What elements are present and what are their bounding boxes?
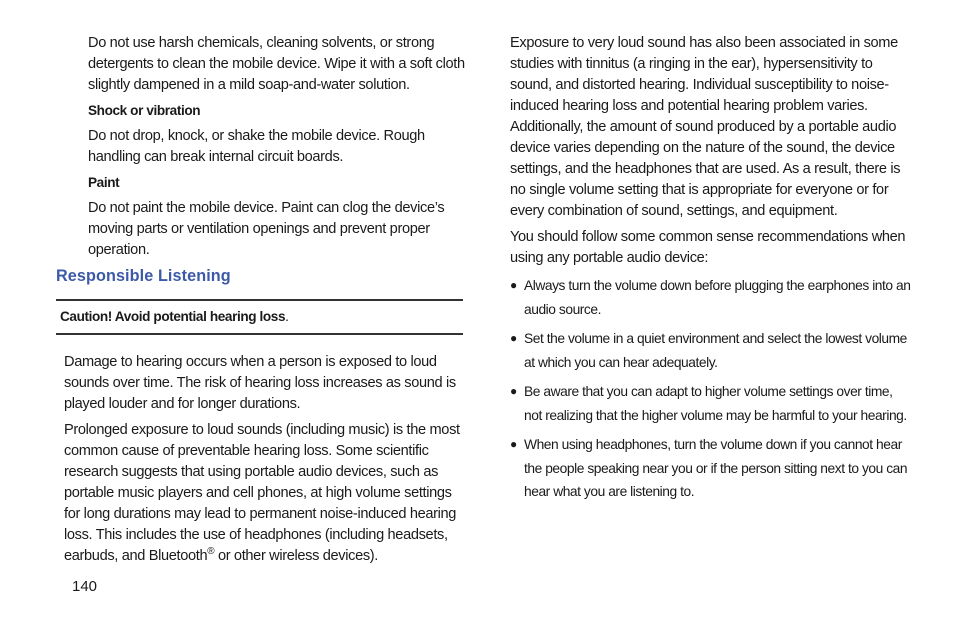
prolonged-text: Prolonged exposure to loud sounds (including music) is the most common cause of preventable hearing loss. Some scientific research suggests that using portable audio devices, such as portable music players and cell phones, at high volume settings for long durations may lead to permanent noise-induced hearing loss. This includes the use of headphones (including headsets, earbuds, and Bluetooth xyxy=(64,422,460,564)
bullet-icon: ● xyxy=(510,278,517,292)
paint-paragraph: Do not paint the mobile device. Paint can clog the device’s moving parts or ventilation openings and prevent proper operation. xyxy=(88,200,445,258)
hearing-body xyxy=(64,352,464,567)
bullet-icon: ● xyxy=(510,437,517,451)
right-column xyxy=(510,33,912,510)
list-item-text: Be aware that you can adapt to higher volume settings over time, not realizing that the higher volume may be harmful to your hearing. xyxy=(524,384,907,423)
recommend-paragraph: You should follow some common sense recommendations when using any portable audio device: xyxy=(510,229,906,266)
section-title: Responsible Listening xyxy=(56,267,231,285)
left-column xyxy=(56,33,466,572)
caution-label: Caution! Avoid potential hearing loss xyxy=(60,309,286,324)
paint-heading: Paint xyxy=(88,175,120,190)
list-item-text: When using headphones, turn the volume down if you cannot hear the people speaking near you or if the person sitting next to you can hear what you are listening to. xyxy=(524,437,908,499)
damage-paragraph: Damage to hearing occurs when a person is exposed to loud sounds over time. The risk of hearing loss increases as sound is played louder and for longer durations. xyxy=(64,354,456,412)
caution-box xyxy=(56,299,463,335)
care-paragraph: Do not use harsh chemicals, cleaning solvents, or strong detergents to clean the mobile device. Wipe it with a soft cloth slightly dampened in a mild soap-and-water solution. xyxy=(88,35,465,93)
list-item xyxy=(510,433,912,504)
list-item-text: Set the volume in a quiet environment and select the lowest volume at which you can hear adequately. xyxy=(524,331,907,370)
shock-paragraph: Do not drop, knock, or shake the mobile device. Rough handling can break internal circuit boards. xyxy=(88,128,425,165)
caution-period: . xyxy=(285,309,289,324)
bullet-icon: ● xyxy=(510,384,517,398)
prolonged-paragraph xyxy=(64,420,464,567)
bullet-icon: ● xyxy=(510,331,517,345)
registered-mark: ® xyxy=(207,546,215,558)
list-item-text: Always turn the volume down before plugging the earphones into an audio source. xyxy=(524,278,911,317)
list-item xyxy=(510,274,912,321)
list-item xyxy=(510,380,912,427)
exposure-paragraph: Exposure to very loud sound has also been associated in some studies with tinnitus (a ringing in the ear), hypersensitivity to sound, and distorted hearing. Individual susceptibility to noise-induced hearing loss and potential hearing problem varies. Additionally, the amount of sound produced by a portable audio device varies depending on the nature of the sound, the device settings, and the headphones that are used. As a result, there is no single volume setting that is appropriate for everyone or for every combination of sound, settings, and equipment. xyxy=(510,35,901,219)
recommendation-list xyxy=(510,274,912,504)
prolonged-tail: or other wireless devices). xyxy=(214,548,379,564)
shock-heading: Shock or vibration xyxy=(88,103,201,118)
page-number: 140 xyxy=(72,578,98,595)
list-item xyxy=(510,327,912,374)
caution-line xyxy=(60,307,463,326)
